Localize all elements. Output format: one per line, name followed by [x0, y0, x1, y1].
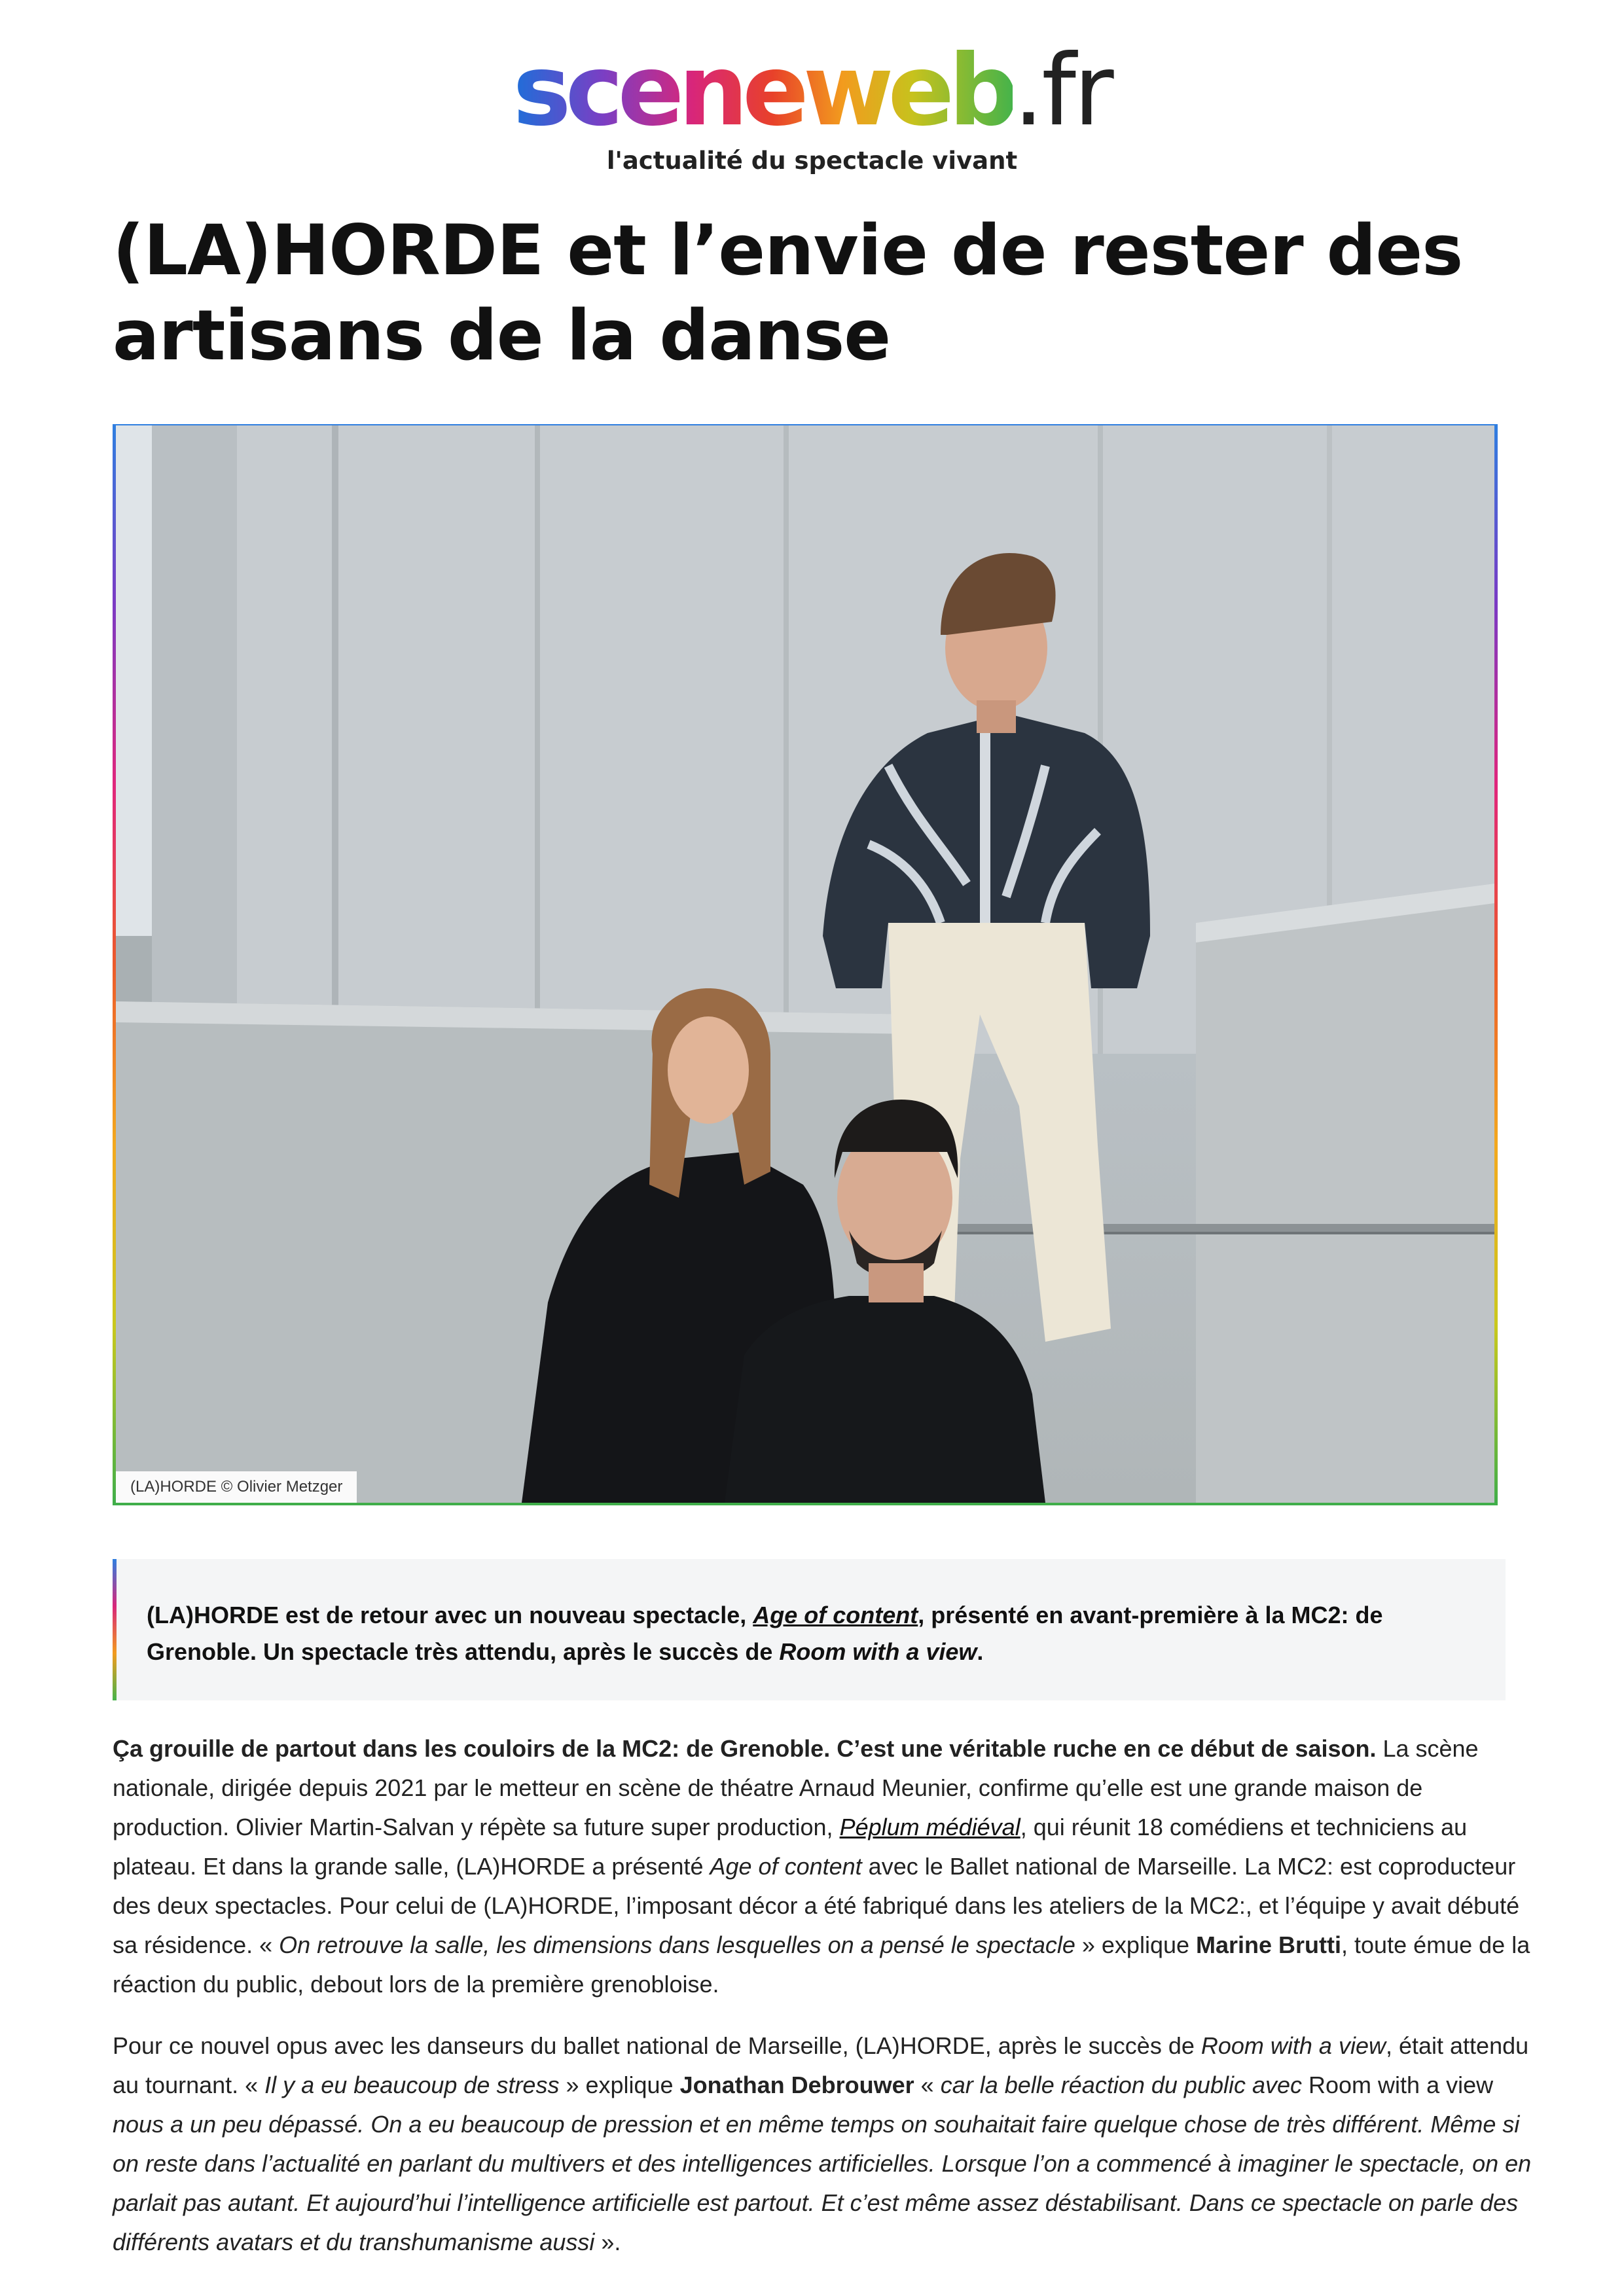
logo-wordmark: sceneweb: [513, 34, 1013, 148]
show-title: Age of content: [710, 1853, 862, 1880]
quote: car la belle réaction du public avec: [940, 2072, 1303, 2098]
photo-caption: (LA)HORDE © Olivier Metzger: [116, 1471, 357, 1503]
site-tagline: l'actualité du spectacle vivant: [606, 147, 1018, 175]
show-title: Room with a view: [1302, 2072, 1494, 2098]
lead-accent-bar: [113, 1559, 117, 1700]
body-text: » explique: [1075, 1931, 1197, 1958]
body-text: , était attendu au tournant. «: [113, 2032, 1529, 2098]
lead-text: , présenté en avant-première à la MC2: de Grenoble. Un spectacle très attendu, après le succès de: [147, 1602, 1383, 1665]
quote: nous a un peu dépassé. On a eu beaucoup de pression et en même temps on souhaitait faire quelque chose de très différent. Même si on reste dans l’actualité en parlant du multivers et des intelligences artificielles. Lorsque l’on a commencé à imaginer le spectacle, on en parlait pas autant. Et aujourd’hui l’intelligence artificielle est partout. Et c’est même assez déstabilisant. Dans ce spectacle on parle des différents avatars et du transhumanisme aussi: [113, 2111, 1532, 2255]
article-body: [113, 1729, 1534, 2280]
body-text: ».: [594, 2229, 621, 2255]
paragraph-lead: Ça grouille de partout dans les couloirs de la MC2: de Grenoble. C’est une véritable ruche en ce début de saison.: [113, 1735, 1377, 1762]
lead-text: .: [977, 1638, 984, 1665]
show-title: Room with a view: [1200, 2032, 1386, 2059]
photo-illustration: [116, 425, 1494, 1503]
person-name: Jonathan Debrouwer: [679, 2072, 914, 2098]
body-text: Pour ce nouvel opus avec les danseurs du ballet national de Marseille, (LA)HORDE, après le succès de: [113, 2032, 1201, 2059]
body-text: » explique: [559, 2072, 680, 2098]
show-link-peplum-medieval[interactable]: Péplum médiéval: [839, 1814, 1020, 1840]
logo-domain: .fr: [1013, 34, 1111, 148]
body-text: , qui réunit 18 comédiens et techniciens au plateau. Et dans la grande salle, (LA)HORDE a présenté: [113, 1814, 1468, 1880]
hero-photo-frame: [113, 424, 1498, 1505]
lead-emphasis: Room with a view: [779, 1638, 977, 1665]
person-name: Marine Brutti: [1196, 1931, 1342, 1958]
quote: Il y a eu beaucoup de stress: [264, 2072, 560, 2098]
quote: On retrouve la salle, les dimensions dans lesquelles on a pensé le spectacle: [279, 1931, 1075, 1958]
body-text: «: [914, 2072, 941, 2098]
show-link-age-of-content[interactable]: Age of content: [753, 1602, 918, 1628]
article-lead: [113, 1559, 1506, 1700]
body-text: , toute émue de la réaction du public, debout lors de la première grenobloise.: [113, 1931, 1530, 1998]
hero-photo: [116, 425, 1494, 1503]
masthead: [0, 34, 1624, 175]
body-text: avec le Ballet national de Marseille. La MC2: est coproducteur des deux spectacles. Pour celui de (LA)HORDE, l’imposant décor a été fabriqué dans les ateliers de la MC2:, et l’équipe y avait débuté sa résidence. «: [113, 1853, 1520, 1958]
article-title: (LA)HORDE et l’envie de rester des artisans de la danse: [113, 210, 1463, 376]
lead-text: (LA)HORDE est de retour avec un nouveau spectacle,: [147, 1602, 753, 1628]
site-logo[interactable]: [513, 34, 1111, 148]
body-text: La scène nationale, dirigée depuis 2021 par le metteur en scène de théatre Arnaud Meunier, confirme qu’elle est une grande maison de production. Olivier Martin-Salvan y répète sa future super production,: [113, 1735, 1479, 1840]
paragraph-2: [113, 2026, 1534, 2262]
paragraph-1: [113, 1729, 1534, 2004]
